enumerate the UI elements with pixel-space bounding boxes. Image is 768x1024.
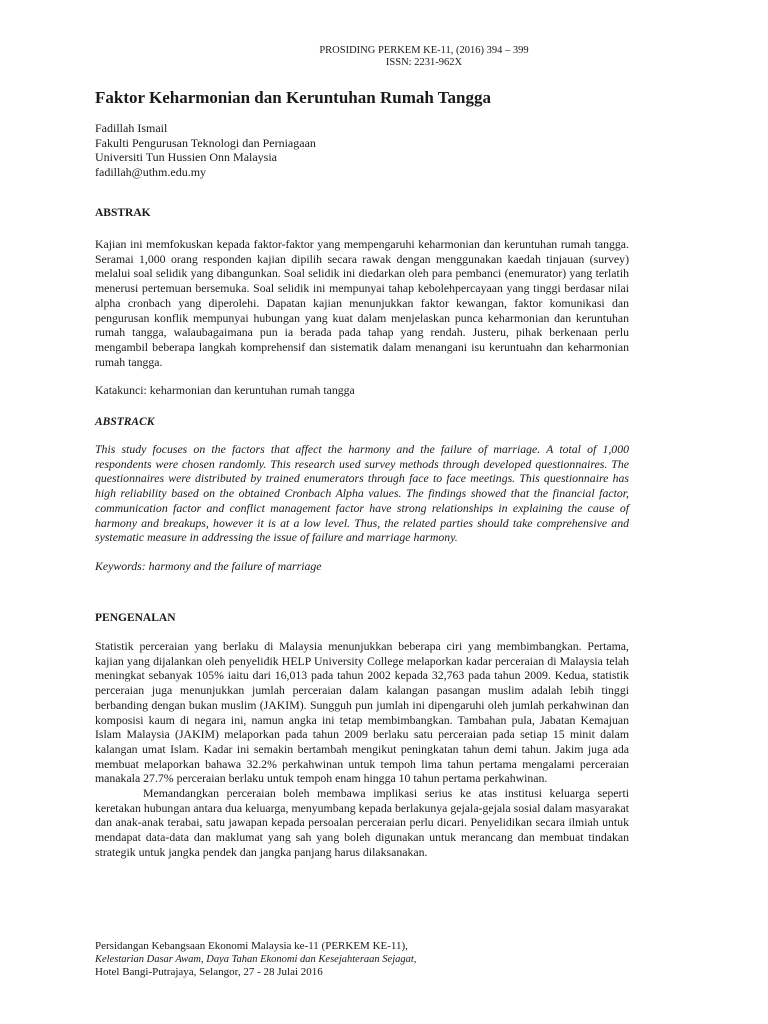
author-block [95,121,316,179]
paper-title: Faktor Keharmonian dan Keruntuhan Rumah Tangga [95,88,491,107]
author-email: fadillah@uthm.edu.my [95,164,207,179]
pengenalan-paragraph-2: Memandangkan perceraian boleh membawa implikasi serius ke atas institusi keluarga seperti keretakan hubungan antara dua keluarga, menyumbang kepada berlakunya gejala-gejala sosial dalam masyarakat dan anak-anak terabai, satu jawapan kepada persoalan perceraian perlu dicari. Penyelidikan secara ilmiah untuk mendapat data-data dan maklumat yang sah yang boleh digunakan untuk merancang dan membuat tindakan strategik untuk jangka pendek dan jangka panjang harus dilaksanakan. [95,786,629,859]
abstract-body: This study focuses on the factors that affect the harmony and the failure of marriage. A total of 1,000 respondents were chosen randomly. This research used survey methods through developed questionnaires. The questionnaires were distributed by trained enumerators through face to face meetings. This questionnaire has high reliability based on the obtained Cronbach Alpha values. The findings showed that the financial factor, communication factor and conflict management factor have strong relationships in explaining the cause of harmony and breakups, however it is at a low level. Thus, the related parties should take comprehensive and systematic measure in addressing the issue of failure and marriage harmony. [95,442,629,545]
abstract-section [95,416,629,574]
abstrak-body: Kajian ini memfokuskan kepada faktor-faktor yang mempengaruhi keharmonian dan keruntuhan rumah tangga. Seramai 1,000 orang responden kajian dipilih secara rawak dengan menggunakan kaedah tinjauan (survey) melalui soal selidik yang dibangunkan. Soal selidik ini diedarkan oleh para pembanci (enemurator) yang terlatih menerusi pertemuan bersemuka. Soal selidik ini mempunyai tahap kebolehpercayaan yang tinggi berdasar nilai alpha cronbach yang diperolehi. Dapatan kajian menunjukkan faktor kewangan, faktor komunikasi dan pengurusan konflik mempunyai hubungan yang kuat dalam menjelaskan punca keharmonian dan keruntuhan rumah tangga, walaubagaimana pun ia berada pada tahap yang rendah. Justeru, pihak berkenaan perlu mengambil beberapa langkah komprehensif dan sistematik dalam menangani isu keruntuahn dan keharmonian rumah tangga. [95,237,629,369]
abstract-keywords: Keywords: harmony and the failure of marriage [95,558,322,573]
footer-venue: Hotel Bangi-Putrajaya, Selangor, 27 - 28 Julai 2016 [95,966,323,978]
footer-conference: Persidangan Kebangsaan Ekonomi Malaysia ke-11 (PERKEM KE-11), [95,940,408,952]
author-university: Universiti Tun Hussien Onn Malaysia [95,150,278,164]
abstrak-heading: ABSTRAK [95,207,151,219]
page-footer [95,940,416,979]
author-faculty: Fakulti Pengurusan Teknologi dan Perniagaan [95,135,316,150]
pengenalan-section [95,612,629,860]
abstract-heading: ABSTRACK [95,416,155,428]
abstrak-section [95,207,629,398]
proceedings-line: PROSIDING PERKEM KE-11, (2016) 394 – 399 [319,45,529,56]
pengenalan-heading: PENGENALAN [95,612,176,624]
proceedings-header [0,45,768,69]
abstrak-keywords: Katakunci: keharmonian dan keruntuhan rumah tangga [95,383,355,398]
pengenalan-paragraph-1: Statistik perceraian yang berlaku di Malaysia menunjukkan beberapa ciri yang membimbangkan. Pertama, kajian yang dijalankan oleh penyelidik HELP University College melaporkan kadar perceraian di Malaysia telah meningkat sebanyak 105% iaitu dari 16,013 pada tahun 2002 kepada 32,763 pada tahun 2009. Kedua, statistik perceraian juga menunjukkan jumlah perceraian dalam kalangan pasangan muslim adalah lebih tinggi berbanding dengan bukan muslim (JAKIM). Sungguh pun jumlah ini dipengaruhi oleh jumlah perkahwinan dan komposisi kaum di negara ini, namun angka ini tetap membimbangkan. Tambahan pula, Jabatan Kemajuan Islam Malaysia (JAKIM) melaporkan pada tahun 2009 berlaku satu perceraian pada setiap 15 minit dalam kalangan umat Islam. Kadar ini semakin bertambah mengikut peningkatan tahun demi tahun. Jakim juga ada membuat melaporkan bahawa 32.2% perkahwinan untuk tempoh lima tahun pertama mengalami perceraian manakala 27.7% perceraian berlaku untuk tempoh enam hingga 10 tahun pertama perkahwinan. [95,639,629,786]
footer-theme: Kelestarian Dasar Awam, Daya Tahan Ekonomi dan Kesejahteraan Sejagat, [95,954,417,965]
author-name: Fadillah Ismail [95,121,168,135]
issn-line: ISSN: 2231-962X [385,57,463,68]
